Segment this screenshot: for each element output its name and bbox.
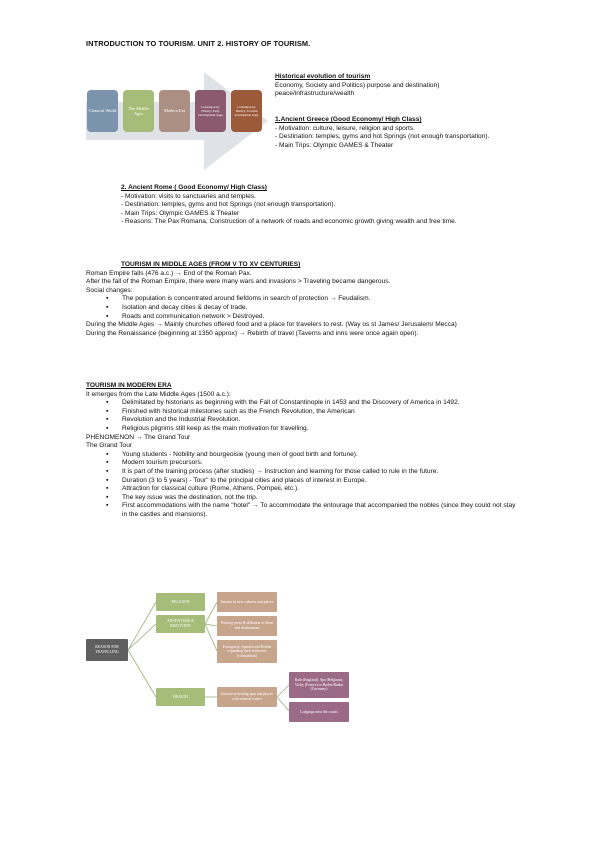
ancient-rome-block	[121, 184, 511, 227]
modern-era-para: It emerges from the Late Middle Ages (1500 a.c.):	[86, 390, 231, 398]
list-item: ▪ Young students - Nobility and bourgeoisie (young men of good birth and fortune).	[122, 451, 516, 460]
mindmap-branch-health: HEALTH	[156, 688, 205, 706]
modern-era-section	[86, 382, 516, 520]
mindmap-branch-adventure: ADVENTURE & DISCOVERY	[156, 615, 205, 633]
list-item: ▪ Finished with historical milestones such as the French Revolution, the American	[122, 408, 516, 417]
rome-item: - Motivation: visits to sanctuaries and temples.	[121, 192, 256, 200]
greece-item: - Main Trips: Olympic GAMES & Theater	[275, 141, 394, 149]
mindmap-leaf: Interest in new cultures and places	[217, 592, 277, 612]
mindmap-leaf: Lodgings near the coasts	[289, 702, 349, 722]
list-item: ▪ It is part of the training process (after studies) → Instruction and learning for those called to rule in the future.	[122, 468, 516, 477]
historical-evolution-block	[275, 73, 515, 99]
list-item: ▪ Isolation and decay cities & decay of trade.	[122, 304, 514, 313]
rome-item: - Destination: temples, gyms and hot Springs (not enough transportation).	[121, 201, 336, 209]
timeline-middle-ages: The Middle Ages	[123, 90, 154, 132]
mindmap-leaf: Printing press & diffusion of ideas and destinations	[217, 616, 277, 636]
phenomenon-line: PHENOMENON → The Grand Tour	[86, 433, 191, 441]
mindmap-leaf: Portuguese, Spanish and British expanding their territories (colonialism)	[217, 640, 277, 663]
ancient-greece-block	[275, 116, 497, 150]
mindmap-root: REASON FOR TRAVELLING	[86, 639, 128, 661]
greece-item: - Destination: temples, gyms and hot Springs (not enough transportation).	[275, 133, 490, 141]
timeline-classical-world: Classical World	[87, 90, 118, 132]
list-item: ▪ Delimitated by historians as beginning with the Fall of Constantinople in 1453 and the Discovery of America in 1492.	[122, 399, 516, 408]
middle-ages-heading: TOURISM IN MIDDLE AGES (FROM V TO XV CENTURIES)	[121, 261, 301, 268]
mindmap-leaf: Interest in healing spas and places with mineral waters	[217, 687, 277, 707]
reason-for-travelling-mindmap	[84, 584, 354, 734]
timeline-contemporary-early: Contemporary History: Early Development stage	[195, 90, 226, 132]
page-title: INTRODUCTION TO TOURISM. UNIT 2. HISTORY OF TOURISM.	[86, 39, 311, 48]
list-item: ▪ First accommodations with the name "hotel" → To accommodate the entourage that accompanied the nobles (since they could not stay in the castles and mansions).	[122, 502, 516, 519]
historical-line-2: peace/infrastructure/wealth	[275, 90, 355, 98]
list-item: ▪ The population is concentrated around fiefdoms in search of protection → Feudalism.	[122, 295, 514, 304]
list-item: ▪ Religious pilgrims still keep as the main motivation for travelling.	[122, 425, 516, 434]
mindmap-branch-religion: RELIGION	[156, 593, 205, 611]
grand-tour-label: The Grand Tour	[86, 442, 133, 450]
list-item: ▪ Attraction for classical culture (Rome, Athens, Pompeii, etc.).	[122, 485, 516, 494]
history-timeline-graphic	[84, 70, 270, 172]
historical-heading: Historical evolution of tourism	[275, 73, 371, 80]
list-item: ▪ The key issue was the destination, not the trip.	[122, 494, 516, 503]
middle-ages-para: After the fall of the Roman Empire, there were many wars and invasions > Traveling became dangerous.	[86, 278, 391, 286]
list-item: ▪ Duration (3 to 5 years) - Tour" to the principal cities and places of interest in Europe.	[122, 477, 516, 486]
timeline-contemporary-tourism: Contemporary History: Tourism development stage	[231, 90, 262, 132]
list-item: ▪ Roads and communication network > Destroyed.	[122, 313, 514, 322]
middle-ages-para: During the Renaissance (beginning at 1350 approx) → Rebirth of travel (Taverns and inns were once again open).	[86, 329, 419, 337]
middle-ages-para: Roman Empire falls (476 a.c.) → End of the Roman Pax.	[86, 269, 252, 277]
list-item: ▪ Revolution and the Industrial Revolution.	[122, 416, 516, 425]
greece-heading: 1.Ancient Greece (Good Economy/ High Class)	[275, 116, 422, 123]
modern-era-heading: TOURISM IN MODERN ERA	[86, 382, 172, 389]
middle-ages-section	[86, 261, 514, 338]
list-item: ▪ Modern tourism precursors.	[122, 459, 516, 468]
greece-item: - Motivation: culture, leisure, religion and sports.	[275, 124, 415, 132]
rome-heading: 2. Ancient Rome ( Good Economy/ High Class)	[121, 184, 267, 191]
mindmap-leaf: Bath (England), Spa (Belgium), Vichy (France) or Baden Baden (Germany)	[289, 672, 349, 698]
historical-line-1: Economy, Society and Politics) purpose and destination)	[275, 81, 440, 89]
timeline-modern-era: Modern Era	[159, 90, 190, 132]
social-changes-label: Social changes:	[86, 286, 133, 294]
rome-item: - Reasons: The Pax Romana, Construction of a network of roads and economic growth giving wealth and free time.	[121, 218, 457, 226]
rome-item: - Main Trips: Olympic GAMES & Theater	[121, 209, 240, 217]
middle-ages-para: During the Middle Ages → Mainly churches offered food and a place for travelers to rest. (Way os st James/ Jerusalem/ Mecca)	[86, 321, 457, 329]
